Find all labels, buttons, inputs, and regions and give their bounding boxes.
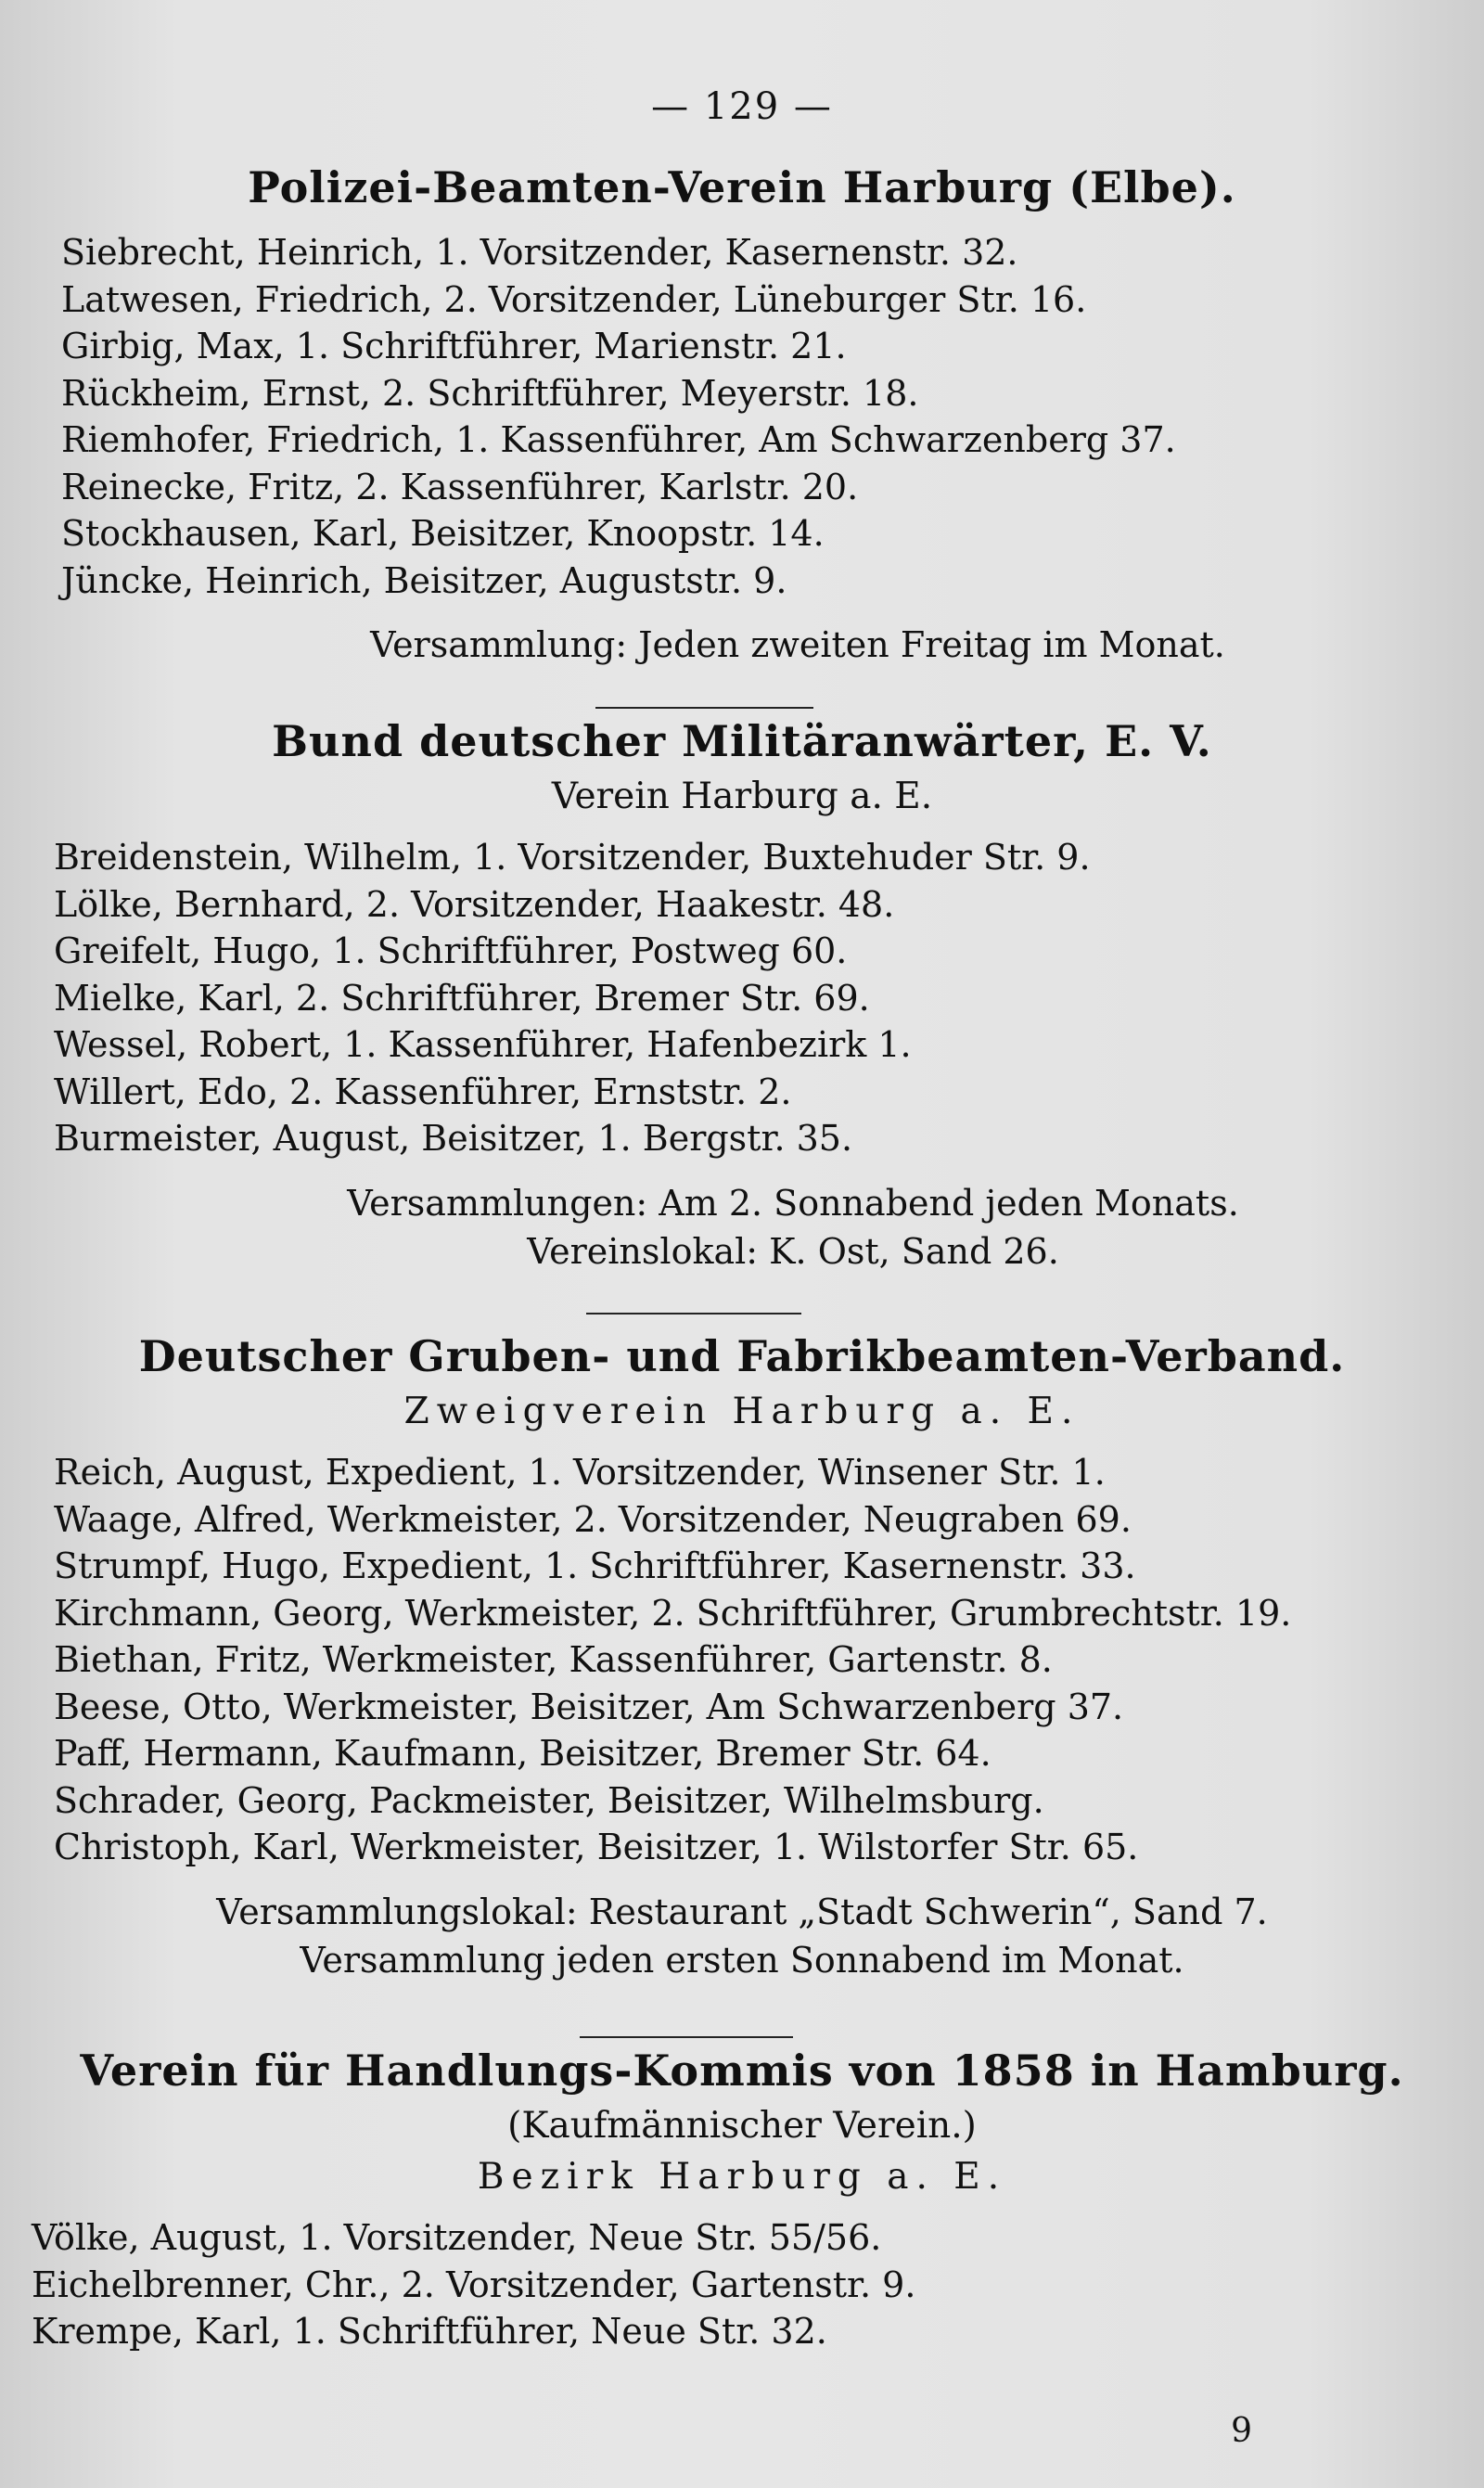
section-title: Deutscher Gruben- und Fabrikbeamten-Verband.: [138, 1331, 1346, 1381]
list-item: Strumpf, Hugo, Expedient, 1. Schriftführer, Kasernenstr. 33.: [54, 1545, 1136, 1586]
section-polizei-beamten-verein: [0, 162, 1484, 669]
meeting-notes: [0, 621, 1484, 669]
venue-note: Versammlungslokal: Restaurant „Stadt Schwerin“, Sand 7.: [216, 1891, 1268, 1932]
section-subtitle: Verein Harburg a. E.: [551, 776, 933, 817]
list-item: Krempe, Karl, 1. Schriftführer, Neue Str. 32.: [32, 2311, 827, 2352]
member-list: [0, 1449, 1484, 1871]
section-subtitle: Zweigverein Harburg a. E.: [403, 1391, 1081, 1432]
list-item: Kirchmann, Georg, Werkmeister, 2. Schriftführer, Grumbrechtstr. 19.: [54, 1592, 1292, 1634]
signature-mark: 9: [1231, 2412, 1252, 2450]
section-divider: [595, 707, 813, 709]
list-item: Biethan, Fritz, Werkmeister, Kassenführer, Gartenstr. 8.: [54, 1639, 1053, 1680]
meeting-note: Versammlungen: Am 2. Sonnabend jeden Monats.: [347, 1182, 1239, 1224]
list-item: Lölke, Bernhard, 2. Vorsitzender, Haakestr. 48.: [54, 883, 895, 925]
section-handlungs-kommis-verein: [0, 2046, 1484, 2355]
section-gruben-fabrikbeamten-verband: [0, 1331, 1484, 1984]
section-subtitle-district: Bezirk Harburg a. E.: [477, 2156, 1007, 2198]
member-list: [0, 229, 1484, 604]
section-subtitle: (Kaufmännischer Verein.): [507, 2105, 977, 2147]
list-item: Christoph, Karl, Werkmeister, Beisitzer, 1. Wilstorfer Str. 65.: [54, 1827, 1139, 1867]
list-item: Riemhofer, Friedrich, 1. Kassenführer, Am Schwarzenberg 37.: [61, 419, 1176, 460]
list-item: Willert, Edo, 2. Kassenführer, Ernststr. 2.: [54, 1071, 792, 1112]
meeting-note: Versammlung: Jeden zweiten Freitag im Monat.: [370, 624, 1225, 665]
list-item: Reinecke, Fritz, 2. Kassenführer, Karlstr. 20.: [61, 466, 859, 507]
section-title: Polizei-Beamten-Verein Harburg (Elbe).: [248, 162, 1236, 212]
list-item: Burmeister, August, Beisitzer, 1. Bergstr. 35.: [54, 1118, 853, 1159]
list-item: Beese, Otto, Werkmeister, Beisitzer, Am Schwarzenberg 37.: [54, 1686, 1124, 1727]
list-item: Wessel, Robert, 1. Kassenführer, Hafenbezirk 1.: [54, 1024, 912, 1065]
list-item: Jüncke, Heinrich, Beisitzer, Auguststr. 9.: [61, 559, 787, 601]
list-item: Reich, August, Expedient, 1. Vorsitzender, Winsener Str. 1.: [54, 1452, 1106, 1493]
venue-note: Vereinslokal: K. Ost, Sand 26.: [527, 1230, 1059, 1272]
list-item: Eichelbrenner, Chr., 2. Vorsitzender, Gartenstr. 9.: [32, 2264, 916, 2305]
meeting-notes: [0, 1179, 1484, 1276]
meeting-note: Versammlung jeden ersten Sonnabend im Monat.: [300, 1939, 1184, 1981]
section-divider: [580, 2036, 793, 2038]
list-item: Völke, August, 1. Vorsitzender, Neue Str. 55/56.: [32, 2217, 882, 2258]
list-item: Greifelt, Hugo, 1. Schriftführer, Postweg 60.: [54, 930, 848, 971]
member-list: [0, 834, 1484, 1162]
list-item: Latwesen, Friedrich, 2. Vorsitzender, Lüneburger Str. 16.: [61, 278, 1087, 320]
list-item: Paff, Hermann, Kaufmann, Beisitzer, Bremer Str. 64.: [54, 1733, 991, 1774]
section-title: Verein für Handlungs-Kommis von 1858 in Hamburg.: [80, 2046, 1404, 2096]
list-item: Siebrecht, Heinrich, 1. Vorsitzender, Kasernenstr. 32.: [61, 232, 1018, 273]
section-divider: [586, 1313, 801, 1315]
list-item: Stockhausen, Karl, Beisitzer, Knoopstr. 14.: [61, 513, 825, 554]
member-list: [0, 2214, 1484, 2355]
list-item: Breidenstein, Wilhelm, 1. Vorsitzender, Buxtehuder Str. 9.: [54, 837, 1091, 878]
list-item: Rückheim, Ernst, 2. Schriftführer, Meyerstr. 18.: [61, 372, 919, 414]
page-number: — 129 —: [651, 85, 833, 128]
list-item: Schrader, Georg, Packmeister, Beisitzer, Wilhelmsburg.: [54, 1779, 1044, 1821]
list-item: Mielke, Karl, 2. Schriftführer, Bremer Str. 69.: [54, 977, 870, 1019]
list-item: Girbig, Max, 1. Schriftführer, Marienstr. 21.: [61, 326, 847, 366]
section-bund-militaeranwaerter: [0, 716, 1484, 1276]
section-title: Bund deutscher Militäranwärter, E. V.: [272, 716, 1212, 766]
list-item: Waage, Alfred, Werkmeister, 2. Vorsitzender, Neugraben 69.: [54, 1498, 1132, 1540]
meeting-notes: [0, 1888, 1484, 1984]
